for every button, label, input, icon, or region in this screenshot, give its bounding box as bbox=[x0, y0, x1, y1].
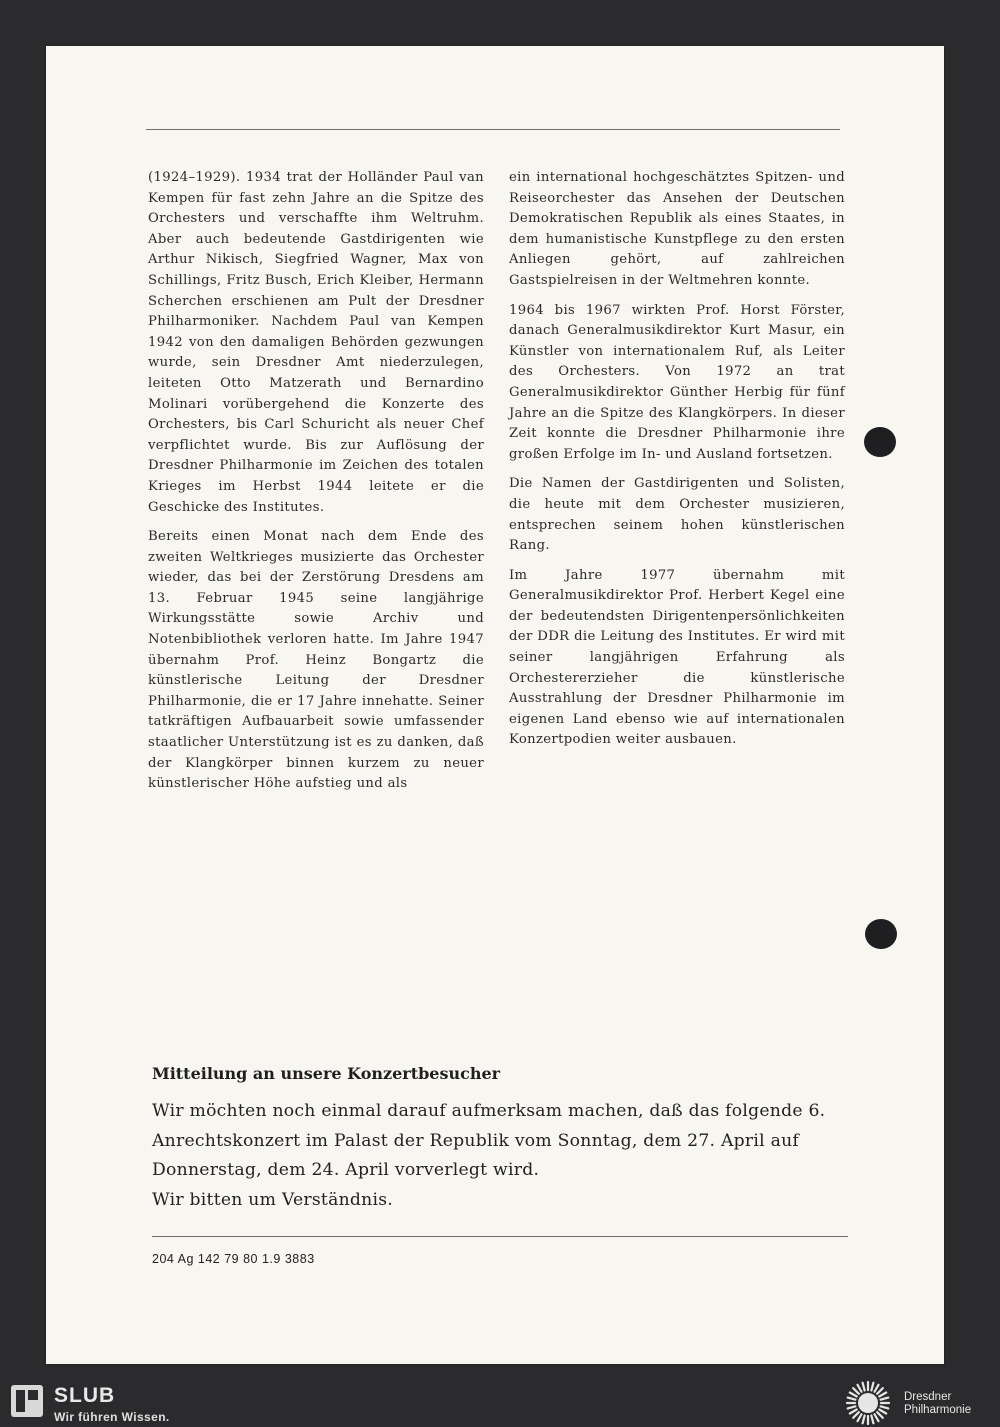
punch-hole-lower bbox=[865, 919, 897, 949]
brand-line-2: Philharmonie bbox=[904, 1403, 972, 1416]
dresdner-philharmonie-brand[interactable] bbox=[904, 1391, 971, 1416]
sun-ray bbox=[863, 1383, 865, 1391]
slub-tagline: Wir führen Wissen. bbox=[54, 1410, 170, 1424]
sun-ray bbox=[871, 1383, 873, 1391]
sun-ray bbox=[879, 1410, 886, 1414]
right-paragraph-2: 1964 bis 1967 wirkten Prof. Horst Förster, danach Generalmusikdirektor Kurt Masur, ein Künstler von internationalem Ruf, als Leiter des Orchesters. Von 1972 an trat Generalmusikdirektor Günther Herbig für fünf Jahre an die Spitze des Klangkörpers. In dieser Zeit konnte die Dresdner Philharmonie ihre großen Erfolge im In- und Ausland fortsetzen. bbox=[509, 302, 845, 462]
right-paragraph-4: Im Jahre 1977 übernahm mit Generalmusikdirektor Prof. Herbert Kegel eine der bedeutendsten Dirigentenpersönlichkeiten der DDR die Leitung des Institutes. Er wird mit seiner langjährigen Erfahrung als Orchestererzieher die künstlerische Ausstrahlung der Dresdner Philharmonie im eigenen Land ebenso wie auf internationalen Konzertpodien weiter ausbauen. bbox=[509, 567, 845, 748]
sun-ray bbox=[877, 1412, 883, 1418]
right-paragraph-3: Die Namen der Gastdirigenten und Solisten, die heute mit dem Orchester musizieren, entsprechen seinem hohen künstlerischen Rang. bbox=[509, 476, 845, 554]
notice-text: Wir möchten noch einmal darauf aufmerksam machen, daß das folgende 6. Anrechtskonzert im Palast der Republik vom Sonntag, dem 27. April auf Donnerstag, dem 24. April vorverlegt wird. bbox=[152, 1101, 826, 1180]
sun-ray bbox=[848, 1406, 856, 1408]
dresdner-philharmonie-sun-icon[interactable] bbox=[842, 1380, 894, 1426]
sun-ray bbox=[881, 1406, 889, 1408]
sun-ray bbox=[850, 1393, 857, 1397]
notice-title: Mitteilung an unsere Konzertbesucher bbox=[152, 1064, 501, 1083]
brand-line-1: Dresdner bbox=[904, 1391, 952, 1403]
sun-ray bbox=[850, 1410, 857, 1414]
slub-brand[interactable]: SLUB bbox=[54, 1384, 116, 1407]
sun-ray bbox=[881, 1398, 889, 1400]
sun-ray bbox=[848, 1398, 856, 1400]
right-paragraph-1: ein international hochgeschätztes Spitzen- und Reiseorchester das Ansehen der Deutschen Demokratischen Republik als eines Staates, in dem humanistische Kunstpflege zu den ersten Anliegen gehört, auf zahlreichen Gastspielreisen in der Weltmehren konnte. bbox=[509, 170, 845, 288]
sun-ray bbox=[853, 1412, 859, 1418]
sun-ray bbox=[877, 1388, 883, 1394]
notice-closing: Wir bitten um Verständnis. bbox=[152, 1189, 394, 1210]
left-paragraph-2: Bereits einen Monat nach dem Ende des zweiten Weltkrieges musizierte das Orchester wieder, das bei der Zerstörung Dresdens am 13. Februar 1945 seine langjährige Wirkungsstätte sowie Archiv und Notenbibliothek verloren hatte. Im Jahre 1947 übernahm Prof. Heinz Bongartz die künstlerische Leitung der Dresdner Philharmonie, die er 17 Jahre innehatte. Seiner tatkräftigen Aufbauarbeit sowie umfassender staatlicher Unterstützung ist es zu danken, daß der Klangkörper binnen kurzem zu neuer künstlerischer Höhe aufstieg und als bbox=[148, 529, 484, 792]
notice-body bbox=[152, 1097, 852, 1215]
sun-ray bbox=[871, 1416, 873, 1424]
sun-ray bbox=[858, 1414, 862, 1421]
left-column bbox=[148, 168, 484, 804]
bottom-divider bbox=[152, 1236, 848, 1237]
sun-ray bbox=[875, 1385, 879, 1392]
top-divider bbox=[146, 129, 840, 130]
sun-ray bbox=[879, 1393, 886, 1397]
punch-hole-upper bbox=[864, 427, 896, 457]
sun-ray bbox=[853, 1388, 859, 1394]
sun-ray bbox=[863, 1416, 865, 1424]
viewer-footer-bar bbox=[0, 1377, 1000, 1427]
sun-ray bbox=[875, 1414, 879, 1421]
print-code: 204 Ag 142 79 80 1.9 3883 bbox=[152, 1252, 315, 1266]
right-column bbox=[509, 168, 845, 760]
sun-ray bbox=[858, 1385, 862, 1392]
left-paragraph-1: (1924–1929). 1934 trat der Holländer Paul van Kempen für fast zehn Jahre an die Spitze des Orchesters und verschaffte ihm Weltruhm. Aber auch bedeutende Gastdirigenten wie Arthur Nikisch, Siegfried Wagner, Max von Schillings, Fritz Busch, Erich Kleiber, Hermann Scherchen erschienen am Pult der Dresdner Philharmoniker. Nachdem Paul van Kempen 1942 von den damaligen Behörden gezwungen wurde, sein Dresdner Amt niederzulegen, leiteten Otto Matzerath und Bernardino Molinari vorübergehend die Konzerte des Orchesters, bis Carl Schuricht als neuer Chef verpflichtet wurde. Bis zur Auflösung der Dresdner Philharmonie im Zeichen des totalen Krieges im Herbst 1944 leitete er die Geschicke des Institutes. bbox=[148, 170, 484, 515]
document-page bbox=[46, 46, 944, 1364]
slub-logo-icon[interactable] bbox=[10, 1384, 44, 1418]
